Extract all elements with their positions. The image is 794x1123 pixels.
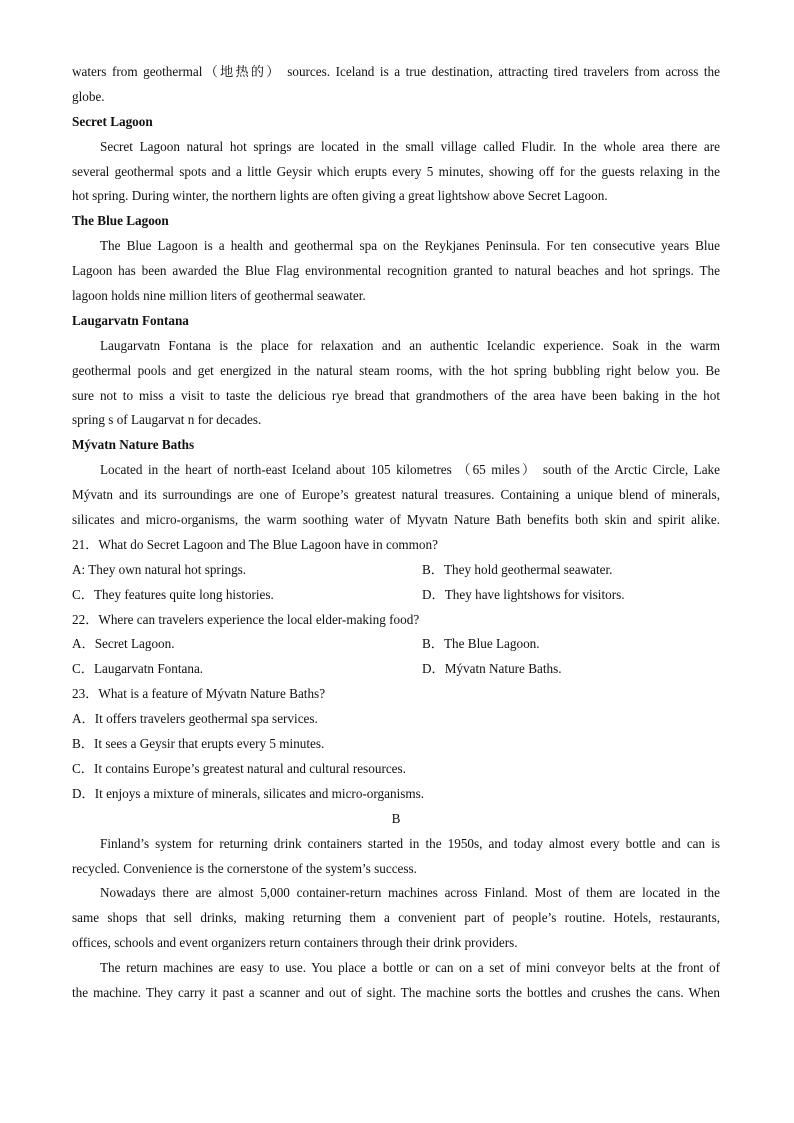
- option-a: A: They own natural hot springs.: [72, 561, 247, 577]
- paragraph-line: hot spring. During winter, the northern lights are often giving a great lightshow above Secret Lagoon.: [72, 188, 608, 204]
- option-row: [72, 583, 720, 608]
- paragraph-line: Finland’s system for returning drink containers started in the 1950s, and today almost every bottle and can is: [100, 835, 720, 851]
- option-row: [72, 558, 720, 583]
- option-a: A．Secret Lagoon.: [72, 636, 175, 652]
- option-row: [72, 632, 720, 657]
- section-title-laugarvatn-fontana: Laugarvatn Fontana: [72, 312, 189, 328]
- option-b: B．It sees a Geysir that erupts every 5 minutes.: [72, 736, 325, 752]
- option-c: C．Laugarvatn Fontana.: [72, 661, 204, 677]
- paragraph-line: recycled. Convenience is the cornerstone of the system’s success.: [72, 860, 417, 876]
- paragraph-line: Located in the heart of north-east Iceland about 105 kilometres （65 miles） south of the Arctic Circle, Lake: [100, 462, 720, 478]
- paragraph-line: offices, schools and event organizers return containers through their drink providers.: [72, 935, 518, 951]
- paragraph-line: lagoon holds nine million liters of geothermal seawater.: [72, 288, 366, 304]
- document-page: [72, 60, 720, 1006]
- section-title-secret-lagoon: Secret Lagoon: [72, 113, 153, 129]
- paragraph-line: spring s of Laugarvat n for decades.: [72, 412, 262, 428]
- intro-line: waters from geothermal（地热的） sources. Iceland is a true destination, attracting tired travelers from across the: [72, 64, 720, 79]
- paragraph-line: The Blue Lagoon is a health and geothermal spa on the Reykjanes Peninsula. For ten consecutive years Blue: [100, 238, 720, 254]
- paragraph-line: Secret Lagoon natural hot springs are located in the small village called Fludir. In the whole area there are: [100, 138, 720, 154]
- paragraph-line: The return machines are easy to use. You place a bottle or can on a set of mini conveyor belts at the front of: [100, 960, 720, 976]
- question-stem-23: 23．What is a feature of Mývatn Nature Baths?: [72, 686, 326, 702]
- paragraph-line: Lagoon has been awarded the Blue Flag environmental recognition granted to natural beaches and hot springs. The: [72, 263, 720, 279]
- option-d: D．Mývatn Nature Baths.: [422, 661, 562, 677]
- option-b: B．The Blue Lagoon.: [422, 636, 540, 652]
- question-stem-22: 22．Where can travelers experience the local elder-making food?: [72, 611, 420, 627]
- intro-line: globe.: [72, 88, 105, 104]
- section-title-myvatn-nature-baths: Mývatn Nature Baths: [72, 437, 195, 453]
- paragraph-line: Laugarvatn Fontana is the place for relaxation and an authentic Icelandic experience. Soak in the warm: [100, 337, 720, 353]
- option-d: D．They have lightshows for visitors.: [422, 586, 625, 602]
- option-row: [72, 657, 720, 682]
- paragraph-line: same shops that sell drinks, making returning them a convenient part of people’s routine. Hotels, restaurants,: [72, 910, 720, 926]
- option-b: B．They hold geothermal seawater.: [422, 561, 613, 577]
- paragraph-line: silicates and micro-organisms, the warm soothing water of Myvatn Nature Bath benefits both skin and spirit alike.: [72, 512, 720, 528]
- section-title-blue-lagoon: The Blue Lagoon: [72, 213, 169, 229]
- paragraph-line: geothermal pools and get energized in the natural steam rooms, with the hot spring bubbling right below you. Be: [72, 362, 720, 378]
- question-stem-21: 21．What do Secret Lagoon and The Blue Lagoon have in common?: [72, 536, 438, 552]
- paragraph-line: Mývatn and its surroundings are one of Europe’s greatest natural treasures. Containing a unique blend of minerals,: [72, 487, 720, 503]
- option-a: A．It offers travelers geothermal spa services.: [72, 711, 318, 727]
- passage-b-label: B: [391, 810, 401, 826]
- option-c: C．They features quite long histories.: [72, 586, 274, 602]
- paragraph-line: sure not to miss a visit to taste the delicious rye bread that grandmothers of the area have been baking in the hot: [72, 387, 720, 403]
- paragraph-line: several geothermal spots and a little Geysir which erupts every 5 minutes, showing off for the guests relaxing in the: [72, 163, 720, 179]
- paragraph-line: Nowadays there are almost 5,000 container-return machines across Finland. Most of them are located in the: [100, 885, 720, 901]
- paragraph-line: the machine. They carry it past a scanner and out of sight. The machine sorts the bottles and crushes the cans. When: [72, 984, 720, 1000]
- option-d: D．It enjoys a mixture of minerals, silicates and micro-organisms.: [72, 785, 425, 801]
- option-c: C．It contains Europe’s greatest natural and cultural resources.: [72, 760, 406, 776]
